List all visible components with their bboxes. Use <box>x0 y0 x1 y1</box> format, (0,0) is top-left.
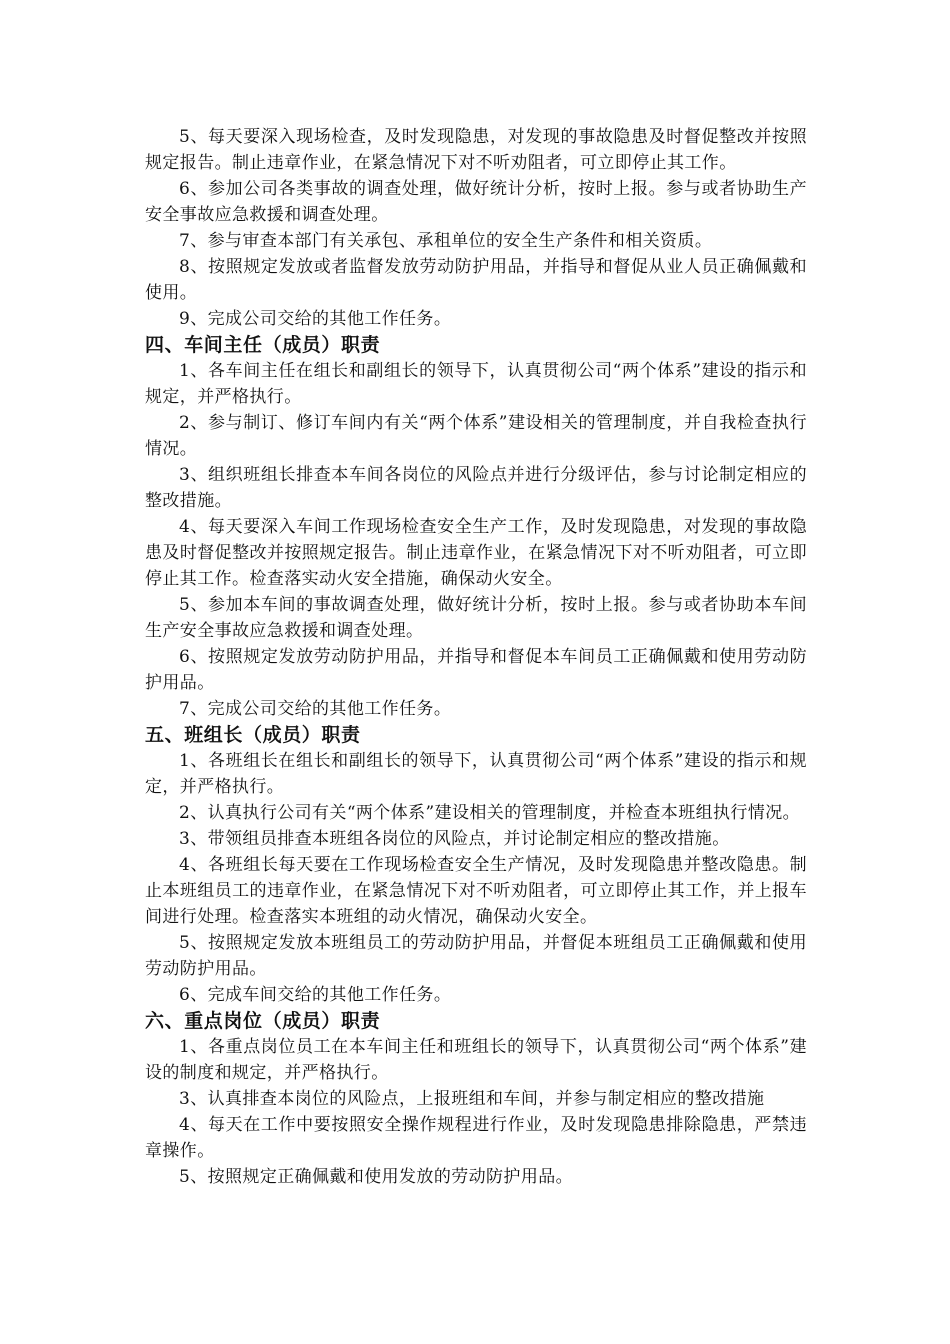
paragraph: 3、认真排查本岗位的风险点，上报班组和车间，并参与制定相应的整改措施 <box>179 1089 765 1109</box>
section-heading: 五、班组长（成员）职责 <box>145 724 361 746</box>
paragraph: 8、按照规定发放或者监督发放劳动防护用品，并指导和督促从业人员正确佩戴和使用。 <box>145 257 807 303</box>
paragraph: 2、参与制订、修订车间内有关“两个体系”建设相关的管理制度，并自我检查执行情况。 <box>145 413 807 459</box>
paragraph: 1、各车间主任在组长和副组长的领导下，认真贯彻公司“两个体系”建设的指示和规定，并严格执行。 <box>145 361 807 407</box>
paragraph: 5、参加本车间的事故调查处理，做好统计分析，按时上报。参与或者协助本车间生产安全事故应急救援和调查处理。 <box>145 595 807 641</box>
paragraph: 7、参与审查本部门有关承包、承租单位的安全生产条件和相关资质。 <box>179 231 713 251</box>
paragraph: 2、认真执行公司有关“两个体系”建设相关的管理制度，并检查本班组执行情况。 <box>179 803 800 823</box>
paragraph: 3、组织班组长排查本车间各岗位的风险点并进行分级评估，参与讨论制定相应的整改措施。 <box>145 465 807 511</box>
paragraph: 4、每天要深入车间工作现场检查安全生产工作，及时发现隐患，对发现的事故隐患及时督促整改并按照规定报告。制止违章作业，在紧急情况下对不听劝阻者，可立即停止其工作。检查落实动火安全措施，确保动火安全。 <box>145 517 807 589</box>
paragraph: 5、按照规定正确佩戴和使用发放的劳动防护用品。 <box>179 1167 574 1187</box>
document-page <box>145 124 807 1190</box>
paragraph: 9、完成公司交给的其他工作任务。 <box>179 309 452 329</box>
paragraph: 6、参加公司各类事故的调查处理，做好统计分析，按时上报。参与或者协助生产安全事故应急救援和调查处理。 <box>145 179 807 225</box>
paragraph: 5、每天要深入现场检查，及时发现隐患，对发现的事故隐患及时督促整改并按照规定报告。制止违章作业，在紧急情况下对不听劝阻者，可立即停止其工作。 <box>145 127 807 173</box>
paragraph: 4、每天在工作中要按照安全操作规程进行作业，及时发现隐患排除隐患，严禁违章操作。 <box>145 1115 807 1161</box>
paragraph: 6、完成车间交给的其他工作任务。 <box>179 985 452 1005</box>
paragraph: 5、按照规定发放本班组员工的劳动防护用品，并督促本班组员工正确佩戴和使用劳动防护用品。 <box>145 933 807 979</box>
paragraph: 1、各班组长在组长和副组长的领导下，认真贯彻公司“两个体系”建设的指示和规定，并严格执行。 <box>145 751 807 797</box>
section-heading: 四、车间主任（成员）职责 <box>145 334 381 356</box>
paragraph: 1、各重点岗位员工在本车间主任和班组长的领导下，认真贯彻公司“两个体系”建设的制度和规定，并严格执行。 <box>145 1037 807 1083</box>
section-heading: 六、重点岗位（成员）职责 <box>145 1010 381 1032</box>
paragraph: 6、按照规定发放劳动防护用品，并指导和督促本车间员工正确佩戴和使用劳动防护用品。 <box>145 647 807 693</box>
paragraph: 4、各班组长每天要在工作现场检查安全生产情况，及时发现隐患并整改隐患。制止本班组员工的违章作业，在紧急情况下对不听劝阻者，可立即停止其工作，并上报车间进行处理。检查落实本班组的动火情况，确保动火安全。 <box>145 855 807 927</box>
paragraph: 7、完成公司交给的其他工作任务。 <box>179 699 452 719</box>
paragraph: 3、带领组员排查本班组各岗位的风险点，并讨论制定相应的整改措施。 <box>179 829 730 849</box>
